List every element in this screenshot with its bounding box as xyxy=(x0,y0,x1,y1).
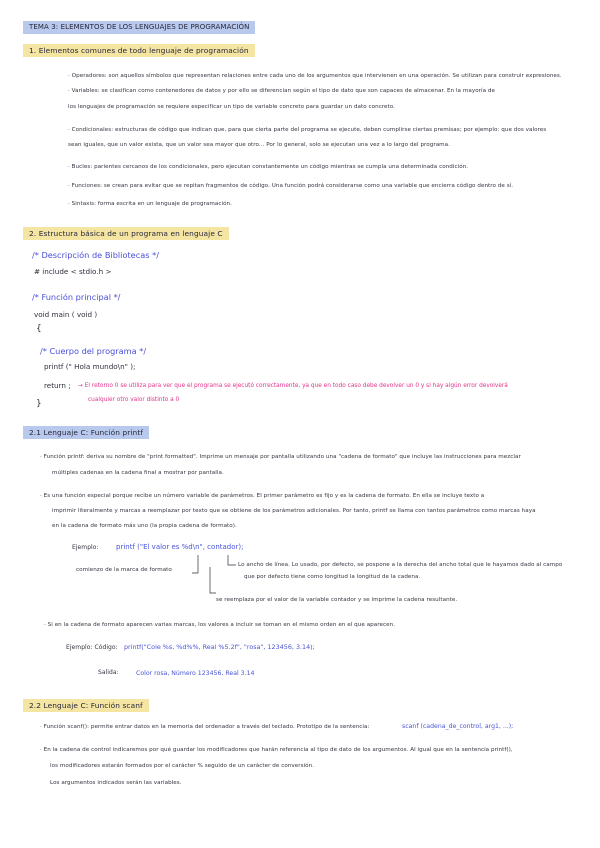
brace-open: { xyxy=(36,324,42,334)
section-2-1-heading: 2.1 Lenguaje C: Función printf xyxy=(23,426,149,439)
section-2-2-heading: 2.2 Lenguaje C: Función scanf xyxy=(23,699,149,712)
s1-bullet-variables-cont: los lenguajes de programación se requiere especificar un tipo de variable concreto para guardar un dato concreto. xyxy=(68,104,395,110)
scanf-bullet2-line2: los modificadores estarán formados por el carácter % seguido de un carácter de conversión. xyxy=(50,763,315,769)
s1-bullet-funciones: · Funciones: se crean para evitar que se repitan fragmentos de código. Una función podrá considerarse como una variable que encierra código dentro de sí. xyxy=(68,183,514,189)
example-note-b: Lo ancho de línea. Lo usado, por defecto, se pospone a la derecha del ancho total que le hayamos dado al campo xyxy=(238,562,563,568)
main-signature: void main ( void ) xyxy=(34,310,98,319)
example-note-d: se reemplaza por el valor de la variable contador y se imprime la cadena resultante. xyxy=(216,597,458,603)
brace-close: } xyxy=(36,399,42,409)
example2-output: Color rosa, Número 123456, Real 3.14 xyxy=(136,670,255,677)
return-note-line1: → El retorno 0 se utiliza para ver que el programa se ejecutó correctamente, ya que en todo caso debe devolver un 0 y si hay algún error devolverá xyxy=(78,383,508,389)
comment-bibliotecas: /* Descripción de Bibliotecas */ xyxy=(32,250,159,260)
scanf-prototype: scanf (cadena_de_control, arg1, ...); xyxy=(402,723,514,730)
printf-bullet1-line1: · Función printf: deriva su nombre de "print formatted". Imprime un mensaje por pantalla utilizando una "cadena de formato" que incluye las instrucciones para mezclar xyxy=(40,454,521,460)
example-label: Ejemplo: xyxy=(72,544,99,551)
example-printf-code: printf ("El valor es %d\n", contador); xyxy=(116,543,244,551)
return-line: return ; xyxy=(44,381,71,390)
s1-bullet-condicionales: · Condicionales: estructuras de código que indican que, para que cierta parte del programa se ejecute, deben cumplirse ciertas premisas; por ejemplo: que dos valores xyxy=(68,127,547,133)
example2-label: Ejemplo: Código: xyxy=(66,644,118,651)
example2-code: printf("Cole %s, %d%%, Real %5.2f", "rosa", 123456, 3.14); xyxy=(124,643,315,651)
example2-output-label: Salida: xyxy=(98,669,119,676)
comment-funcion-principal: /* Función principal */ xyxy=(32,292,121,302)
printf-bullet1-line2: múltiples cadenas en la cadena final a mostrar por pantalla. xyxy=(52,470,224,476)
comment-cuerpo: /* Cuerpo del programa */ xyxy=(40,346,147,356)
example-note-c: que por defecto tiene como longitud la longitud de la cadena. xyxy=(244,574,421,580)
scanf-bullet1: · Función scanf(): permite entrar datos en la memoria del ordenador a través del teclado. Prototipo de la sentencia: xyxy=(40,724,370,730)
section-2-heading: 2. Estructura básica de un programa en lenguaje C xyxy=(23,227,229,240)
s1-bullet-operadores: · Operadores: son aquellos símbolos que representan relaciones entre cada uno de los argumentos que intervienen en una operación. Se utilizan para construir expresiones. xyxy=(68,73,562,79)
printf-bullet3: · Si en la cadena de formato aparecen varias marcas, los valores a incluir se toman en el mismo orden en el que aparecen. xyxy=(44,622,396,628)
printf-bullet2-line2: imprimir literalmente y marcas a reemplazar por texto que se obtiene de los parámetros adicionales. Por tanto, printf se llama con tantos parámetros como marcas haya xyxy=(52,508,536,514)
s1-bullet-condicionales-cont: sean iguales, que un valor exista, que un valor sea mayor que otro... Por lo general, solo se ejecutan una vez a lo largo del programa. xyxy=(68,142,450,148)
printf-bullet2-line3: en la cadena de formato más uno (la propia cadena de formato). xyxy=(52,523,237,529)
s1-bullet-sintaxis: · Sintaxis: forma escrita en un lenguaje de programación. xyxy=(68,201,232,207)
example-note-a: comienzo de la marca de formato xyxy=(76,567,172,573)
scanf-bullet2-line3: Los argumentos indicados serán las variables. xyxy=(50,780,182,786)
scanf-bullet2-line1: · En la cadena de control indicaremos por qué guardar los modificadores que harán referencia al tipo de dato de los argumentos. Al igual que en la sentencia printf(), xyxy=(40,747,513,753)
page-title: TEMA 3: ELEMENTOS DE LOS LENGUAJES DE PROGRAMACIÓN xyxy=(23,21,255,34)
include-line: # include < stdio.h > xyxy=(34,267,112,276)
s1-bullet-bucles: · Bucles: parientes cercanos de los condicionales, pero ejecutan constantemente un código mientras se cumpla una determinada condición. xyxy=(68,164,469,170)
return-note-line2: cualquier otro valor distinto a 0 xyxy=(88,397,180,403)
printf-hola: printf (" Hola mundo\n" ); xyxy=(44,362,136,371)
section-1-heading: 1. Elementos comunes de todo lenguaje de programación xyxy=(23,44,255,57)
printf-bullet2-line1: · Es una función especial porque recibe un número variable de parámetros. El primer parámetro es fijo y es la cadena de formato. En ella se incluye texto a xyxy=(40,493,485,499)
s1-bullet-variables: · Variables: se clasifican como contenedores de datos y por ello se diferencian según el tipo de dato que son capaces de almacenar. En la mayoría de xyxy=(68,88,496,94)
